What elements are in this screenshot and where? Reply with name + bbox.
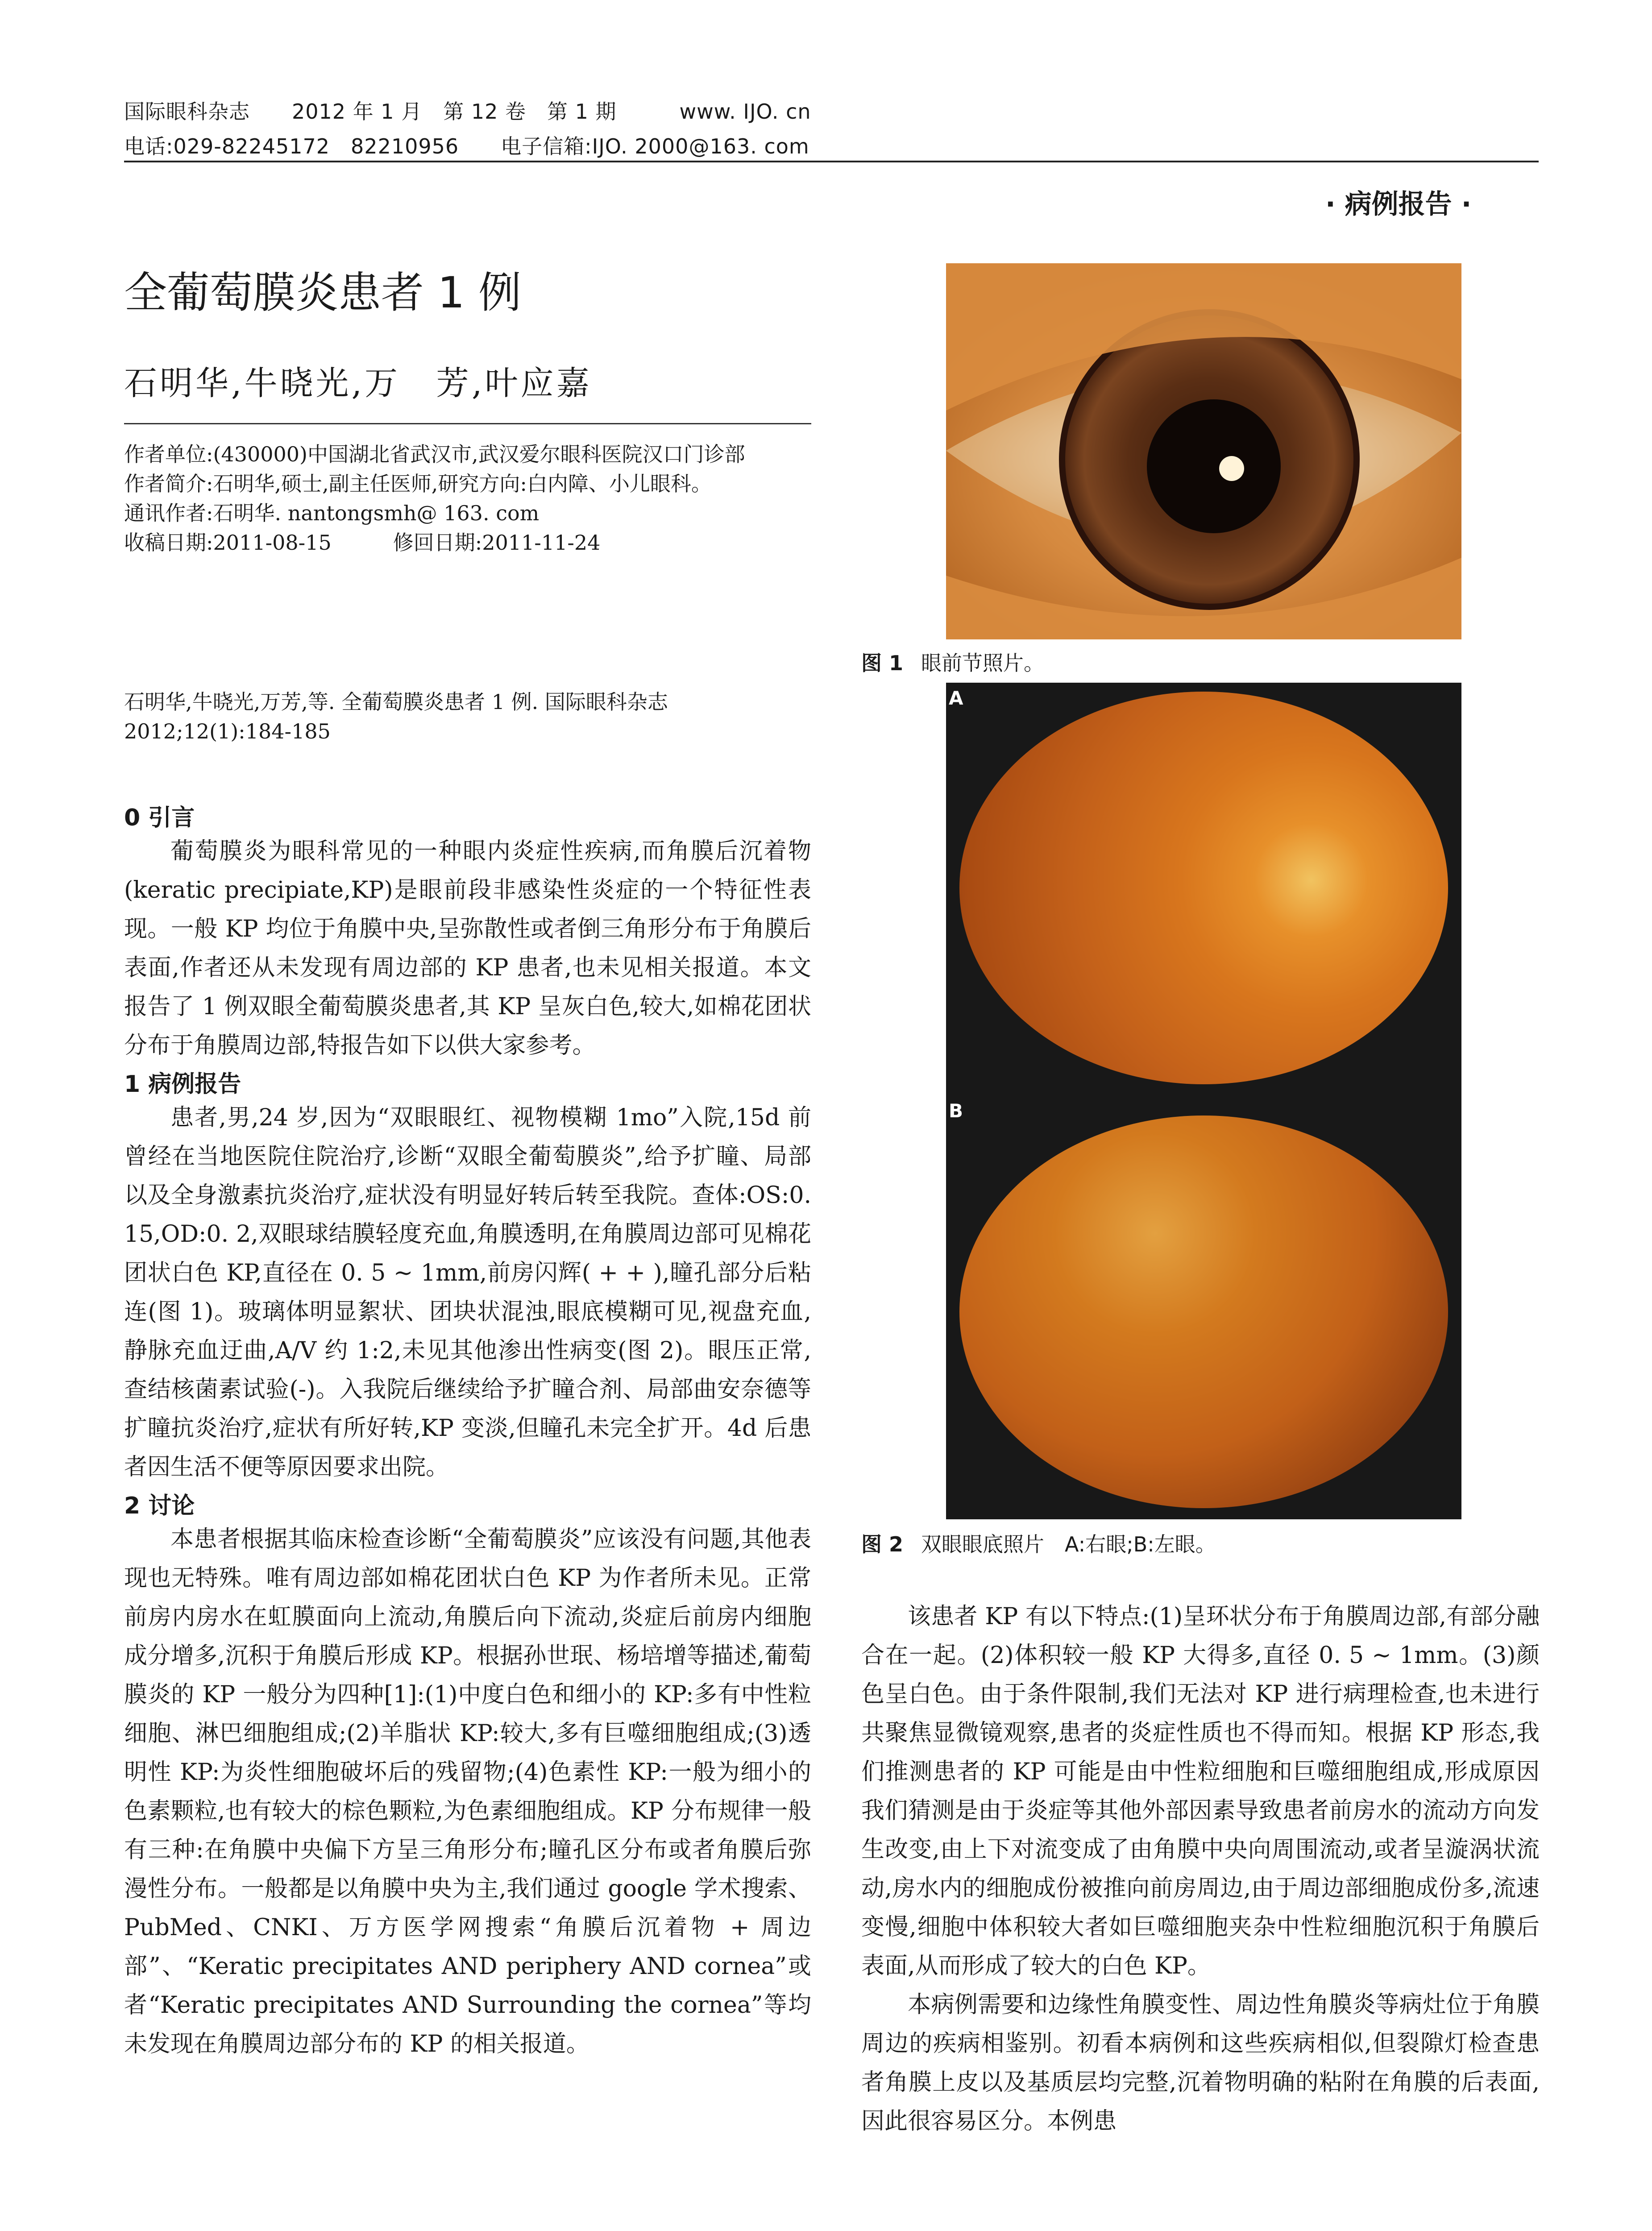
figure-1-anterior-segment-photo [946,263,1461,639]
panel-a-label: A [949,687,963,709]
figure-1-caption-text: 眼前节照片。 [921,651,1045,675]
right-paragraph-2: 本病例需要和边缘性角膜变性、周边性角膜炎等病灶位于角膜周边的疾病相鉴别。初看本病例和这些疾病相似,但裂隙灯检查患者角膜上皮以及基质层均完整,沉着物明确的粘附在角膜的后表面,因此很容易区分。本例患 [861,1991,1540,2135]
figure-1-label: 图 1 [861,651,904,675]
left-column [124,799,811,2064]
discussion-heading: 2 讨论 [124,1493,195,1519]
panel-b-label: B [949,1100,963,1122]
right-paragraph-1: 该患者 KP 有以下特点:(1)呈环状分布于角膜周边部,有部分融合在一起。(2)体积较一般 KP 大得多,直径 0. 5 ~ 1mm。(3)颜色呈白色。由于条件限制,我们无法对 KP 进行病理检查,也未进行共聚焦显微镜观察,患者的炎症性质也不得而知。根据 KP 形态,我们推测患者的 KP 可能是由中性粒细胞和巨噬细胞组成,形成原因我们猜测是由于炎症等其他外部因素导致患者前房水的流动方向发生改变,由上下对流变成了由角膜中央向周围流动,或者呈漩涡状流动,房水内的细胞成份被推向前房周边,由于周边部细胞成份多,流速变慢,细胞中体积较大者如巨噬细胞夹杂中性粒细胞沉积于角膜后表面,从而形成了较大的白色 KP。 [861,1603,1540,1979]
figure-2-caption [861,1528,1216,1558]
figure-2-caption-text: 双眼眼底照片 A:右眼;B:左眼。 [921,1532,1216,1556]
received-dates: 收稿日期:2011-08-15 修回日期:2011-11-24 [124,531,601,555]
article-meta [124,440,811,557]
intro-paragraph: 葡萄膜炎为眼科常见的一种眼内炎症性疾病,而角膜后沉着物(keratic precipiate,KP)是眼前段非感染性炎症的一个特征性表现。一般 KP 均位于角膜中央,呈弥散性或者倒三角形分布于角膜后表面,作者还从未发现有周边部的 KP 患者,也未见相关报道。本文报告了 1 例双眼全葡萄膜炎患者,其 KP 呈灰白色,较大,如棉花团状分布于角膜周边部,特报告如下以供大家参考。 [124,838,811,1059]
figure-2-label: 图 2 [861,1532,904,1556]
eye-illustration [946,263,1461,639]
discussion-paragraph: 本患者根据其临床检查诊断“全葡萄膜炎”应该没有问题,其他表现也无特殊。唯有周边部如棉花团状白色 KP 为作者所未见。正常前房内房水在虹膜面向上流动,角膜后向下流动,炎症后前房内细胞成分增多,沉积于角膜后形成 KP。根据孙世珉、杨培增等描述,葡萄膜炎的 KP 一般分为四种[1]:(1)中度白色和细小的 KP:多有中性粒细胞、淋巴细胞组成;(2)羊脂状 KP:较大,多有巨噬细胞组成;(3)透明性 KP:为炎性细胞破坏后的残留物;(4)色素性 KP:一般为细小的色素颗粒,也有较大的棕色颗粒,为色素细胞组成。KP 分布规律一般有三种:在角膜中央偏下方呈三角形分布;瞳孔区分布或者角膜后弥漫性分布。一般都是以角膜中央为主,我们通过 google 学术搜索、PubMed、CNKI、万方医学网搜索“角膜后沉着物 + 周边部”、“Keratic precipitates AND periphery AND cornea”或者“Keratic precipitates AND Surrounding the cornea”等均未发现在角膜周边部分布的 KP 的相关报道。 [124,1526,811,2057]
article-authors: 石明华,牛晓光,万 芳,叶应嘉 [124,364,592,402]
authors-rule [124,423,811,424]
right-column [861,1597,1540,2141]
case-paragraph: 患者,男,24 岁,因为“双眼眼红、视物模糊 1mo”入院,15d 前曾经在当地医院住院治疗,诊断“双眼全葡萄膜炎”,给予扩瞳、局部以及全身激素抗炎治疗,症状没有明显好转后转至我院。查体:OS:0. 15,OD:0. 2,双眼球结膜轻度充血,角膜透明,在角膜周边部可见棉花团状白色 KP,直径在 0. 5 ~ 1mm,前房闪辉( + + ),瞳孔部分后粘连(图 1)。玻璃体明显絮状、团块状混浊,眼底模糊可见,视盘充血,静脉充血迂曲,A/V 约 1:2,未见其他渗出性病变(图 2)。眼压正常,查结核菌素试验(-)。入我院后继续给予扩瞳合剂、局部曲安奈德等扩瞳抗炎治疗,症状有所好转,KP 变淡,但瞳孔未完全扩开。4d 后患者因生活不便等原因要求出院。 [124,1104,811,1480]
section-tag: · 病例报告 · [1325,189,1472,220]
journal-header-line1: 国际眼科杂志 2012 年 1 月 第 12 卷 第 1 期 www. IJO. cn [124,100,811,124]
figure-2-fundus-photos [946,683,1461,1519]
article-title: 全葡萄膜炎患者 1 例 [124,268,522,318]
fundus-left-eye [959,1116,1448,1508]
author-bio: 作者简介:石明华,硕士,副主任医师,研究方向:白内障、小儿眼科。 [124,472,712,496]
citation: 石明华,牛晓光,万芳,等. 全葡萄膜炎患者 1 例. 国际眼科杂志 2012;12(1):184-185 [124,690,668,743]
case-heading: 1 病例报告 [124,1071,241,1098]
correspondence: 通讯作者:石明华. nantongsmh@ 163. com [124,501,540,525]
figure-1-caption [861,647,1044,676]
header-rule [124,161,1539,162]
fundus-right-eye [959,692,1448,1084]
journal-header-line2: 电话:029-82245172 82210956 电子信箱:IJO. 2000@163. com [124,134,809,158]
intro-heading: 0 引言 [124,804,195,831]
affiliation: 作者单位:(430000)中国湖北省武汉市,武汉爱尔眼科医院汉口门诊部 [124,442,745,466]
